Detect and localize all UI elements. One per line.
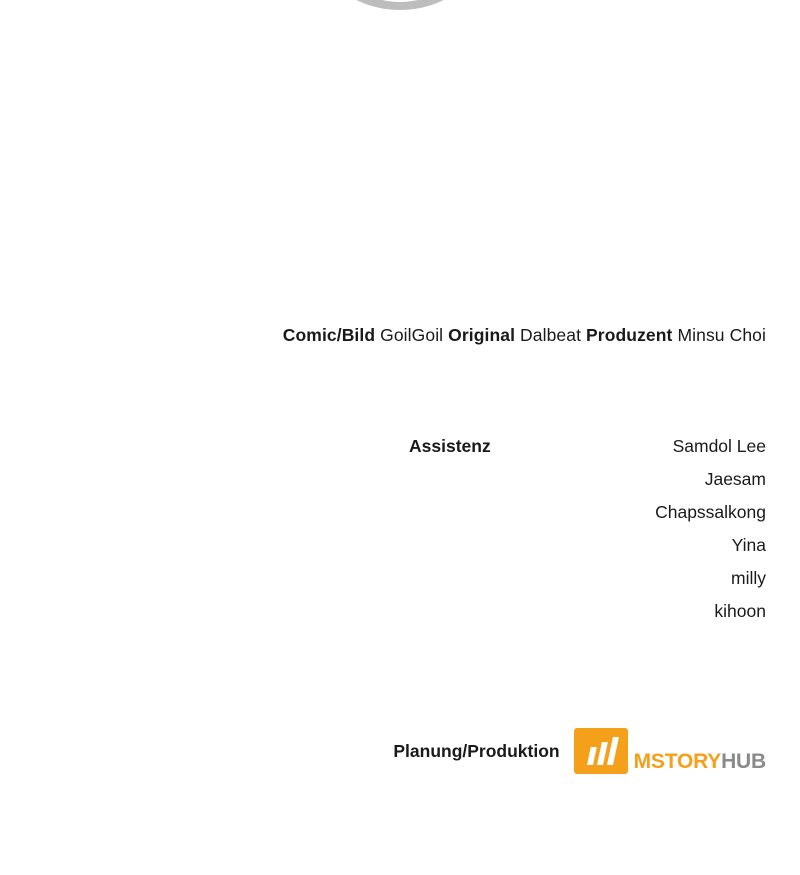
decorative-arc-inner xyxy=(336,0,464,2)
planning-label: Planung/Produktion xyxy=(393,740,560,761)
credit-name-comic: GoilGoil xyxy=(380,325,444,345)
logo-text-secondary: HUB xyxy=(721,750,766,773)
credit-name-original: Dalbeat xyxy=(520,325,582,345)
planning-block xyxy=(393,728,766,774)
assistance-block xyxy=(6,430,766,628)
credit-role-comic: Comic/Bild xyxy=(282,325,376,345)
book-stack-icon xyxy=(574,728,628,774)
logo-wordmark xyxy=(634,751,766,774)
assistance-label: Assistenz xyxy=(409,436,491,456)
list-item: Jaesam xyxy=(704,469,766,489)
credit-role-original: Original xyxy=(448,325,516,345)
credit-line-main xyxy=(283,325,766,346)
mstoryhub-logo xyxy=(574,728,766,774)
assistance-name-list xyxy=(655,430,766,628)
list-item: Chapssalkong xyxy=(655,502,766,522)
list-item: milly xyxy=(731,568,766,588)
credit-name-producer: Minsu Choi xyxy=(677,325,766,345)
list-item: Samdol Lee xyxy=(672,436,766,456)
list-item: kihoon xyxy=(714,601,766,621)
logo-text-primary: MSTORY xyxy=(633,750,722,773)
credit-role-producer: Produzent xyxy=(586,325,673,345)
list-item: Yina xyxy=(731,535,766,555)
